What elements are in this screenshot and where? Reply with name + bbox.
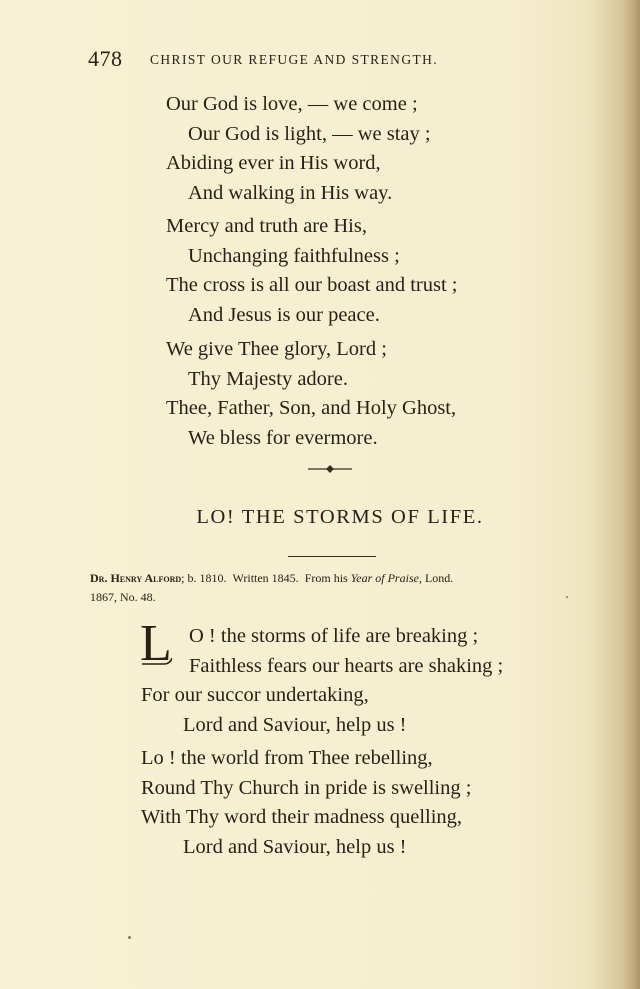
verse-line: And walking in His way. — [188, 181, 393, 204]
verse-line: Abiding ever in His word, — [166, 152, 381, 174]
running-head: CHRIST OUR REFUGE AND STRENGTH. — [150, 52, 439, 67]
verse-line: O ! the storms of life are breaking ; — [189, 625, 479, 647]
verse-line: Our God is light, — we stay ; — [188, 122, 431, 145]
verse-line: Unchanging faithfulness ; — [188, 244, 400, 267]
source-prefix: From his — [304, 571, 348, 585]
verse-line: Lo ! the world from Thee rebelling, — [141, 747, 433, 769]
hymn1-stanza-2 — [166, 212, 458, 330]
hymn2-stanza-2 — [141, 744, 471, 862]
verse-line: Lord and Saviour, help us ! — [183, 713, 407, 736]
source-place: , Lond. — [418, 571, 454, 585]
page-header — [88, 46, 528, 76]
hymn1-stanza-3 — [166, 335, 456, 453]
page-edge-shadow — [622, 0, 640, 989]
hymn1-stanza-1 — [166, 90, 431, 208]
verse-line: We bless for evermore. — [188, 426, 378, 449]
paper-speck — [566, 596, 568, 598]
hymn-attribution — [90, 569, 600, 607]
verse-line: Round Thy Church in pride is swelling ; — [141, 776, 472, 799]
verse-line: And Jesus is our peace. — [188, 303, 380, 326]
author-name: Dr. Henry Alford — [90, 571, 182, 585]
verse-line: Our God is love, — we come ; — [166, 93, 418, 115]
verse-line: Lord and Saviour, help us ! — [183, 835, 407, 858]
written-year: Written 1845. — [232, 571, 299, 585]
title-rule — [288, 556, 376, 557]
hymn-title: LO! THE STORMS OF LIFE. — [196, 506, 484, 528]
drop-cap: L — [140, 615, 172, 672]
page-number: 478 — [88, 46, 123, 71]
verse-line: We give Thee glory, Lord ; — [166, 338, 387, 360]
verse-line: The cross is all our boast and trust ; — [166, 274, 458, 296]
verse-line: Thy Majesty adore. — [188, 367, 348, 390]
paper-speck — [128, 936, 131, 939]
verse-line: Thee, Father, Son, and Holy Ghost, — [166, 397, 457, 419]
author-born: ; b. 1810. — [181, 571, 227, 585]
ornament-divider-icon — [300, 462, 360, 476]
verse-line: With Thy word their madness quelling, — [141, 806, 463, 828]
source-year-number: 1867, No. 48. — [90, 590, 156, 604]
verse-line: For our succor undertaking, — [141, 684, 369, 706]
hymn2-stanza-1 — [141, 622, 503, 740]
verse-line: Faithless fears our hearts are shaking ; — [189, 654, 504, 677]
source-title: Year of Praise — [350, 571, 419, 585]
verse-line: Mercy and truth are His, — [166, 215, 367, 237]
